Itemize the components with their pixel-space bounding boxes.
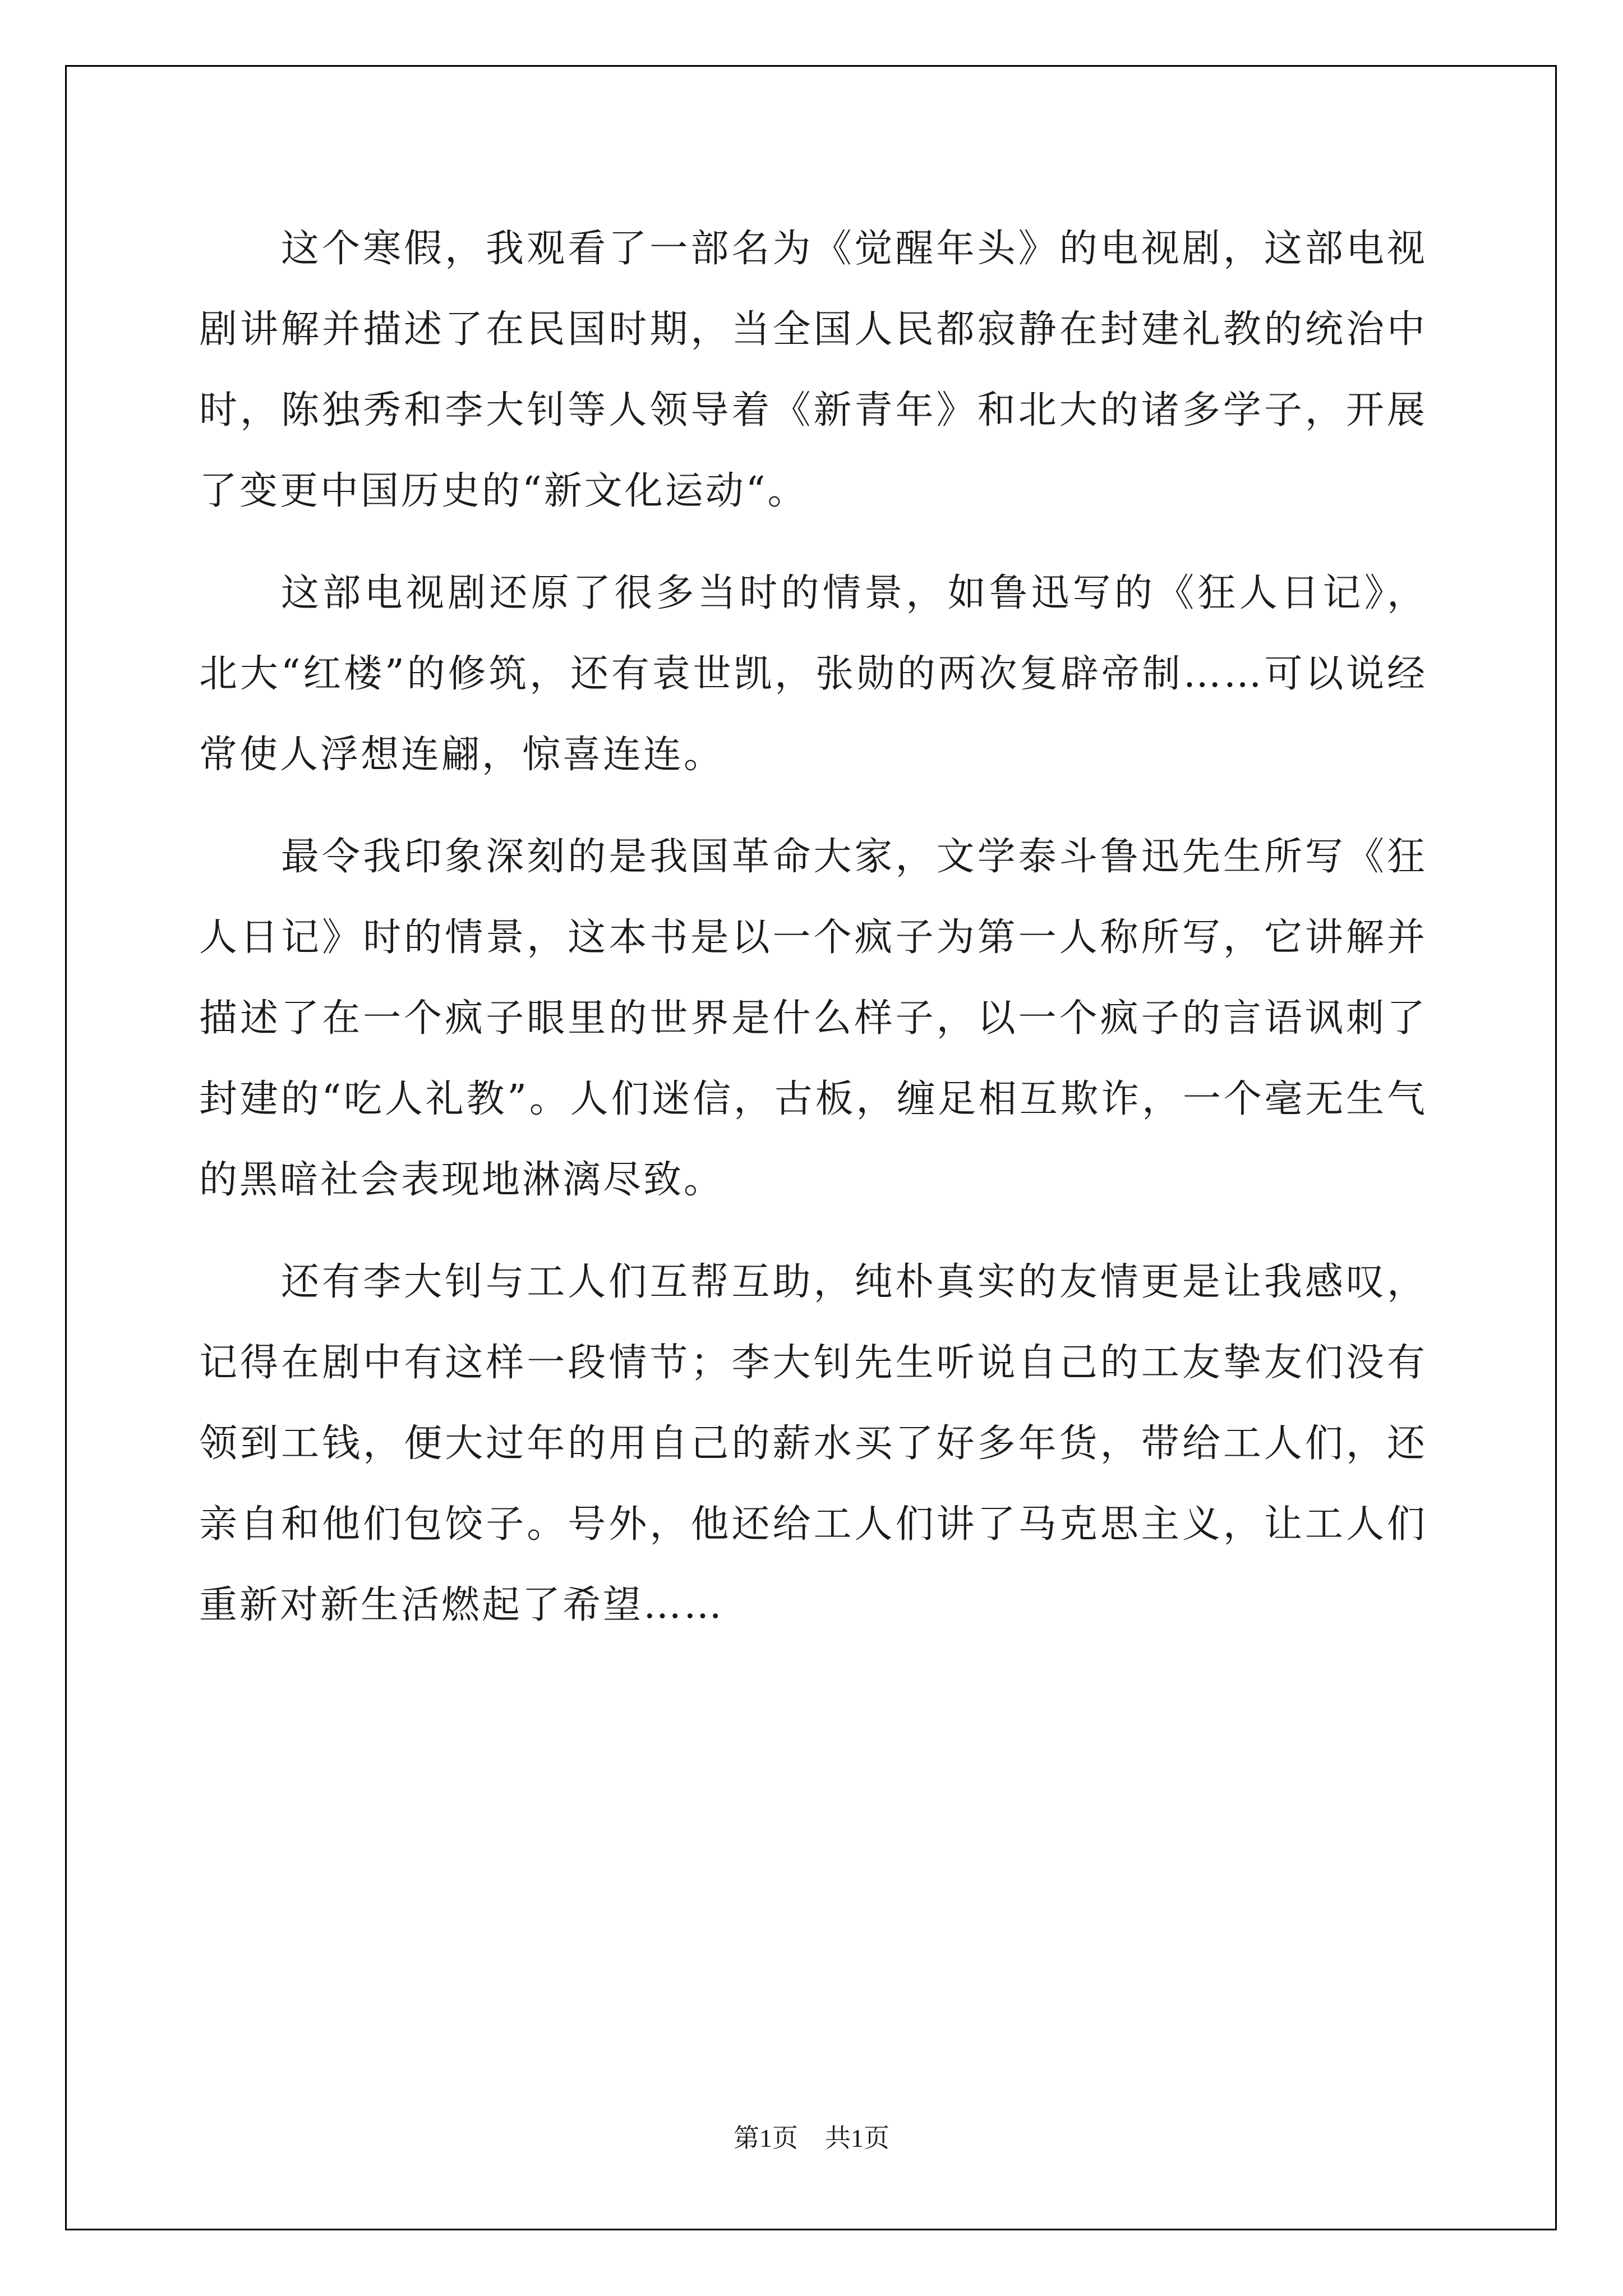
document-body xyxy=(199,209,1427,1667)
page-number: 第1页 xyxy=(734,2124,798,2152)
page-total: 共1页 xyxy=(825,2124,889,2152)
paragraph: 这个寒假，我观看了一部名为《觉醒年头》的电视剧，这部电视剧讲解并描述了在民国时期，当全国人民都寂静在封建礼教的统治中时，陈独秀和李大钊等人领导着《新青年》和北大的诸多学子，开展了变更中国历史的“新文化运动“。 xyxy=(199,227,1427,513)
page-footer xyxy=(0,2122,1623,2155)
paragraph: 还有李大钊与工人们互帮互助，纯朴真实的友情更是让我感叹，记得在剧中有这样一段情节；李大钊先生听说自己的工友挚友们没有领到工钱，便大过年的用自己的薪水买了好多年货，带给工人们，还亲自和他们包饺子。号外，他还给工人们讲了马克思主义，让工人们重新对新生活燃起了希望…… xyxy=(199,1260,1427,1627)
paragraph: 这部电视剧还原了很多当时的情景，如鲁迅写的《狂人日记》，北大“红楼”的修筑，还有袁世凯，张勋的两次复辟帝制……可以说经常使人浮想连翩，惊喜连连。 xyxy=(199,571,1427,777)
paragraph: 最令我印象深刻的是我国革命大家，文学泰斗鲁迅先生所写《狂人日记》时的情景，这本书是以一个疯子为第一人称所写，它讲解并描述了在一个疯子眼里的世界是什么样子，以一个疯子的言语讽刺了封建的“吃人礼教”。人们迷信，古板，缠足相互欺诈，一个毫无生气的黑暗社会表现地淋漓尽致。 xyxy=(199,835,1427,1202)
